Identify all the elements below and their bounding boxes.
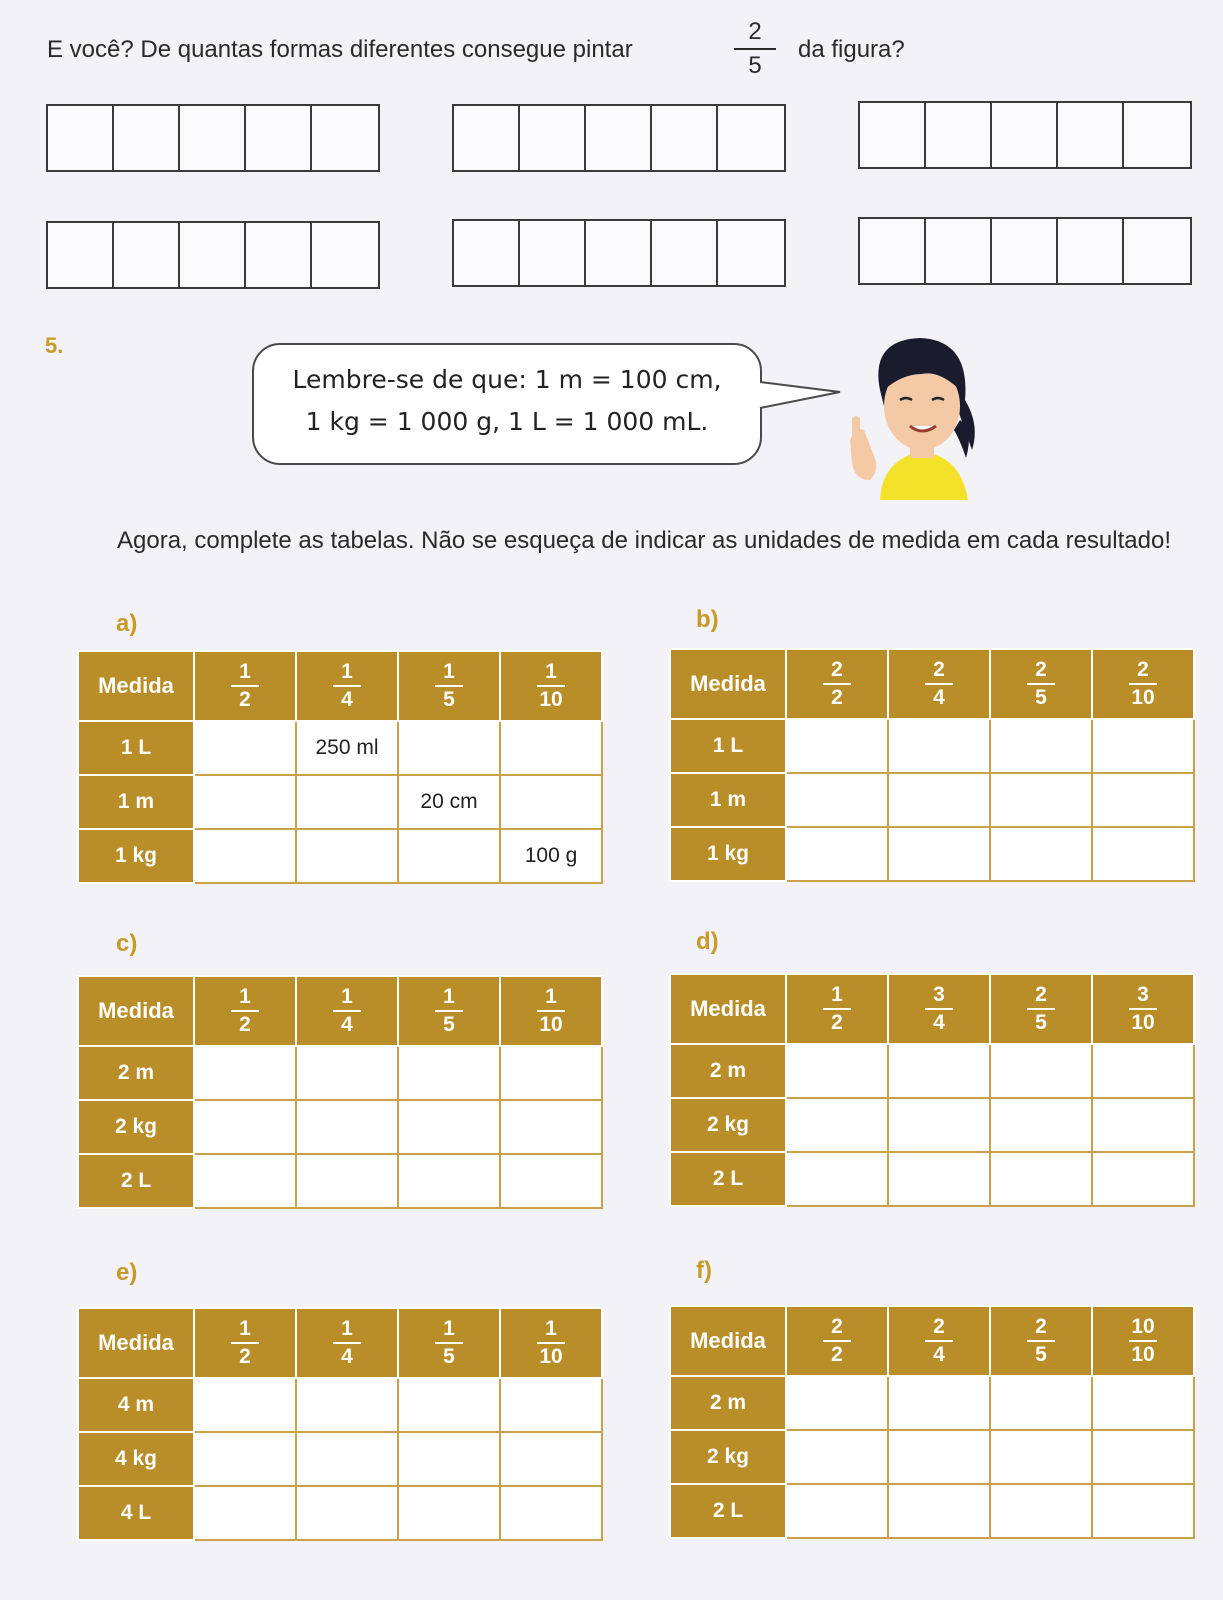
answer-cell[interactable] <box>296 1486 398 1540</box>
answer-cell[interactable] <box>888 827 990 881</box>
strip-cell[interactable] <box>246 223 312 287</box>
medida-header: Medida <box>670 974 786 1044</box>
answer-cell[interactable] <box>1092 719 1194 773</box>
fraction-denominator: 5 <box>1035 1343 1047 1366</box>
instruction-text: Agora, complete as tabelas. Não se esqueça de indicar as unidades de medida em cada resultado! <box>117 527 1171 554</box>
table-row <box>670 1152 1194 1206</box>
answer-cell[interactable] <box>398 721 500 775</box>
strip-cell[interactable] <box>312 106 378 170</box>
fraction-bar <box>231 685 259 687</box>
fraction-header <box>888 974 990 1044</box>
table-row <box>670 1098 1194 1152</box>
fraction-header <box>888 649 990 719</box>
fraction-bar <box>925 1340 953 1342</box>
fraction-numerator: 2 <box>1137 658 1149 681</box>
fraction-header <box>990 1306 1092 1376</box>
question-suffix: da figura? <box>798 36 905 63</box>
table-row <box>670 827 1194 881</box>
fraction-numerator: 1 <box>545 985 557 1008</box>
row-header: 1 L <box>78 721 194 775</box>
answer-cell[interactable] <box>990 1098 1092 1152</box>
answer-cell[interactable] <box>888 1044 990 1098</box>
fraction-numerator: 1 <box>341 660 353 683</box>
fraction <box>531 660 571 712</box>
answer-cell[interactable] <box>500 1100 602 1154</box>
fraction-denominator: 10 <box>539 1013 563 1036</box>
fraction-denominator: 10 <box>539 1345 563 1368</box>
fraction-denominator: 4 <box>341 688 353 711</box>
girl-illustration-icon <box>840 330 1000 500</box>
fraction-denominator: 2 <box>831 686 843 709</box>
medida-header: Medida <box>78 976 194 1046</box>
fraction-bar <box>333 1342 361 1344</box>
fraction-bar <box>333 685 361 687</box>
fraction-header <box>194 976 296 1046</box>
fraction-denominator: 2 <box>239 688 251 711</box>
fraction-numerator: 2 <box>831 1315 843 1338</box>
fraction-header <box>398 651 500 721</box>
answer-cell[interactable] <box>888 1376 990 1430</box>
fraction-numerator: 3 <box>1137 983 1149 1006</box>
fraction-header <box>398 1308 500 1378</box>
fraction-header <box>500 976 602 1046</box>
table-row <box>78 1154 602 1208</box>
table-row <box>78 775 602 829</box>
fraction-header <box>1092 1306 1194 1376</box>
row-header: 2 L <box>670 1152 786 1206</box>
answer-cell[interactable] <box>786 1484 888 1538</box>
speech-bubble <box>252 343 762 465</box>
answer-cell[interactable] <box>500 775 602 829</box>
strip-cell[interactable] <box>926 103 992 167</box>
strip-cell[interactable] <box>48 106 114 170</box>
fraction-numerator: 1 <box>545 660 557 683</box>
fraction-strip[interactable] <box>858 217 1192 285</box>
fraction-denominator: 5 <box>1035 686 1047 709</box>
measure-table-f <box>669 1305 1195 1539</box>
answer-cell[interactable] <box>398 1046 500 1100</box>
answer-cell[interactable] <box>194 1046 296 1100</box>
strip-cell[interactable] <box>992 219 1058 283</box>
strip-cell[interactable] <box>992 103 1058 167</box>
fraction-bar <box>537 685 565 687</box>
fraction-bar <box>231 1342 259 1344</box>
answer-cell[interactable] <box>888 1098 990 1152</box>
strip-cell[interactable] <box>454 106 520 170</box>
row-header: 2 m <box>670 1376 786 1430</box>
fraction-header <box>1092 974 1194 1044</box>
medida-header: Medida <box>78 1308 194 1378</box>
fraction <box>327 660 367 712</box>
answer-cell[interactable] <box>296 1432 398 1486</box>
strip-cell[interactable] <box>926 219 992 283</box>
answer-cell[interactable] <box>500 1154 602 1208</box>
answer-cell[interactable] <box>786 1430 888 1484</box>
table-row <box>78 1046 602 1100</box>
table-f-label: f) <box>696 1257 712 1284</box>
answer-cell[interactable] <box>786 719 888 773</box>
fraction <box>429 1317 469 1369</box>
table-row <box>670 1376 1194 1430</box>
measure-table-d <box>669 973 1195 1207</box>
strip-cell[interactable] <box>114 223 180 287</box>
fraction-numerator: 1 <box>443 660 455 683</box>
fraction-denominator: 10 <box>1131 1343 1155 1366</box>
fraction-bar <box>537 1010 565 1012</box>
table-row <box>78 721 602 775</box>
answer-cell[interactable] <box>990 719 1092 773</box>
answer-cell[interactable] <box>990 1376 1092 1430</box>
fraction <box>919 658 959 710</box>
answer-cell[interactable] <box>786 773 888 827</box>
answer-cell[interactable] <box>500 1486 602 1540</box>
answer-cell[interactable] <box>990 827 1092 881</box>
bubble-tail-icon <box>758 378 848 418</box>
answer-cell[interactable] <box>786 1376 888 1430</box>
answer-cell[interactable] <box>296 1378 398 1432</box>
row-header: 1 L <box>670 719 786 773</box>
answer-cell[interactable] <box>786 827 888 881</box>
fraction-header <box>500 1308 602 1378</box>
fraction <box>919 1315 959 1367</box>
fraction-numerator: 1 <box>239 1317 251 1340</box>
fraction <box>531 985 571 1037</box>
fraction <box>429 660 469 712</box>
strip-cell[interactable] <box>586 221 652 285</box>
fraction-bar <box>823 1340 851 1342</box>
answer-cell[interactable] <box>194 721 296 775</box>
fraction-denominator: 10 <box>539 688 563 711</box>
strip-cell[interactable] <box>652 221 718 285</box>
answer-cell[interactable] <box>1092 1098 1194 1152</box>
answer-cell[interactable] <box>1092 827 1194 881</box>
strip-cell[interactable] <box>454 221 520 285</box>
bubble-line-1: Lembre-se de que: 1 m = 100 cm, <box>292 365 722 394</box>
strip-cell[interactable] <box>1124 219 1190 283</box>
fraction-bar <box>1129 1008 1157 1010</box>
fraction-bar <box>1129 1340 1157 1342</box>
fraction-bar <box>1027 683 1055 685</box>
fraction <box>1021 1315 1061 1367</box>
fraction-numerator: 1 <box>239 660 251 683</box>
row-header: 4 m <box>78 1378 194 1432</box>
answer-cell[interactable]: 20 cm <box>398 775 500 829</box>
table-row <box>670 1430 1194 1484</box>
fraction <box>531 1317 571 1369</box>
fraction-strip[interactable] <box>46 104 380 172</box>
fraction-denominator: 5 <box>443 1345 455 1368</box>
row-header: 4 kg <box>78 1432 194 1486</box>
strip-cell[interactable] <box>520 106 586 170</box>
fraction-denominator: 4 <box>933 1011 945 1034</box>
fraction-header <box>194 1308 296 1378</box>
answer-cell[interactable]: 250 ml <box>296 721 398 775</box>
table-row <box>78 1100 602 1154</box>
row-header: 1 m <box>78 775 194 829</box>
answer-cell[interactable] <box>398 1100 500 1154</box>
fraction <box>817 658 857 710</box>
strip-cell[interactable] <box>1058 219 1124 283</box>
fraction-header <box>786 1306 888 1376</box>
strip-cell[interactable] <box>718 106 784 170</box>
table-row <box>670 1484 1194 1538</box>
fraction-numerator: 1 <box>341 1317 353 1340</box>
fraction <box>429 985 469 1037</box>
strip-cell[interactable] <box>180 223 246 287</box>
answer-cell[interactable] <box>1092 1376 1194 1430</box>
row-header: 4 L <box>78 1486 194 1540</box>
fraction-bar <box>925 683 953 685</box>
row-header: 2 kg <box>78 1100 194 1154</box>
medida-header: Medida <box>670 649 786 719</box>
answer-cell[interactable] <box>398 829 500 883</box>
fraction-header <box>296 651 398 721</box>
fraction-denominator: 4 <box>933 686 945 709</box>
measure-table-e <box>77 1307 603 1541</box>
row-header: 1 kg <box>670 827 786 881</box>
answer-cell[interactable] <box>194 1486 296 1540</box>
answer-cell[interactable] <box>194 1154 296 1208</box>
fraction-denominator: 4 <box>341 1345 353 1368</box>
fraction <box>919 983 959 1035</box>
answer-cell[interactable] <box>194 1100 296 1154</box>
answer-cell[interactable] <box>786 1098 888 1152</box>
fraction <box>327 1317 367 1369</box>
answer-cell[interactable] <box>398 1432 500 1486</box>
table-row <box>670 719 1194 773</box>
fraction <box>1123 983 1163 1035</box>
fraction-denominator: 2 <box>239 1013 251 1036</box>
strip-cell[interactable] <box>860 103 926 167</box>
table-c-label: c) <box>116 930 138 957</box>
strip-cell[interactable] <box>520 221 586 285</box>
measure-table-c <box>77 975 603 1209</box>
answer-cell[interactable] <box>500 721 602 775</box>
table-row <box>78 1486 602 1540</box>
answer-cell[interactable] <box>888 1152 990 1206</box>
table-row <box>78 1432 602 1486</box>
medida-header: Medida <box>670 1306 786 1376</box>
answer-cell[interactable] <box>888 1430 990 1484</box>
fraction-header <box>296 1308 398 1378</box>
strip-cell[interactable] <box>586 106 652 170</box>
fraction-header <box>786 649 888 719</box>
row-header: 2 L <box>78 1154 194 1208</box>
exercise-number: 5. <box>45 333 64 358</box>
strip-cell[interactable] <box>1124 103 1190 167</box>
answer-cell[interactable] <box>1092 1044 1194 1098</box>
strip-cell[interactable] <box>114 106 180 170</box>
answer-cell[interactable] <box>194 829 296 883</box>
fraction-bar <box>537 1342 565 1344</box>
answer-cell[interactable] <box>990 1484 1092 1538</box>
fraction-denominator: 10 <box>1131 686 1155 709</box>
fraction-numerator: 2 <box>933 1315 945 1338</box>
row-header: 2 L <box>670 1484 786 1538</box>
measure-table-a <box>77 650 603 884</box>
fraction-denominator: 5 <box>748 52 762 79</box>
answer-cell[interactable] <box>194 1378 296 1432</box>
answer-cell[interactable] <box>296 1100 398 1154</box>
answer-cell[interactable] <box>296 775 398 829</box>
answer-cell[interactable] <box>296 1154 398 1208</box>
fraction-numerator: 1 <box>443 1317 455 1340</box>
fraction-numerator: 10 <box>1131 1315 1155 1338</box>
answer-cell[interactable] <box>888 773 990 827</box>
fraction <box>1123 1315 1163 1367</box>
table-d-label: d) <box>696 928 719 955</box>
table-row <box>670 1044 1194 1098</box>
strip-cell[interactable] <box>180 106 246 170</box>
bubble-line-2: 1 kg = 1 000 g, 1 L = 1 000 mL. <box>305 407 709 436</box>
answer-cell[interactable] <box>1092 1484 1194 1538</box>
answer-cell[interactable] <box>398 1486 500 1540</box>
answer-cell[interactable] <box>786 1044 888 1098</box>
row-header: 2 kg <box>670 1098 786 1152</box>
answer-cell[interactable] <box>296 829 398 883</box>
fraction-denominator: 4 <box>341 1013 353 1036</box>
fraction-numerator: 2 <box>933 658 945 681</box>
instruction-paragraph <box>47 522 1197 560</box>
fraction <box>1123 658 1163 710</box>
table-row <box>78 1378 602 1432</box>
fraction-numerator: 1 <box>239 985 251 1008</box>
answer-cell[interactable] <box>990 1152 1092 1206</box>
fraction <box>817 983 857 1035</box>
fraction-header <box>990 649 1092 719</box>
strip-cell[interactable] <box>718 221 784 285</box>
fraction <box>817 1315 857 1367</box>
question-fraction <box>734 18 776 80</box>
fraction-bar <box>734 48 776 50</box>
answer-cell[interactable] <box>888 719 990 773</box>
fraction-header <box>398 976 500 1046</box>
answer-cell[interactable] <box>398 1154 500 1208</box>
answer-cell[interactable] <box>296 1046 398 1100</box>
fraction-denominator: 5 <box>443 688 455 711</box>
question-text: E você? De quantas formas diferentes consegue pintar <box>47 36 633 63</box>
fraction-strip[interactable] <box>452 104 786 172</box>
fraction-strip[interactable] <box>858 101 1192 169</box>
medida-header: Medida <box>78 651 194 721</box>
answer-cell[interactable] <box>1092 1430 1194 1484</box>
fraction-header <box>500 651 602 721</box>
fraction <box>1021 983 1061 1035</box>
fraction-numerator: 1 <box>443 985 455 1008</box>
fraction <box>225 660 265 712</box>
strip-cell[interactable] <box>48 223 114 287</box>
fraction-denominator: 5 <box>1035 1011 1047 1034</box>
fraction <box>225 1317 265 1369</box>
fraction-header <box>194 651 296 721</box>
fraction-bar <box>231 1010 259 1012</box>
answer-cell[interactable] <box>990 1430 1092 1484</box>
fraction-header <box>888 1306 990 1376</box>
strip-cell[interactable] <box>860 219 926 283</box>
answer-cell[interactable] <box>786 1152 888 1206</box>
fraction <box>225 985 265 1037</box>
fraction-bar <box>435 1010 463 1012</box>
fraction-header <box>786 974 888 1044</box>
table-row <box>78 829 602 883</box>
fraction-denominator: 4 <box>933 1343 945 1366</box>
strip-cell[interactable] <box>246 106 312 170</box>
row-header: 2 m <box>670 1044 786 1098</box>
fraction-bar <box>823 1008 851 1010</box>
fraction-bar <box>435 685 463 687</box>
fraction-strip[interactable] <box>46 221 380 289</box>
strip-cell[interactable] <box>312 223 378 287</box>
fraction-numerator: 2 <box>1035 1315 1047 1338</box>
fraction-numerator: 1 <box>545 1317 557 1340</box>
fraction-bar <box>1129 683 1157 685</box>
answer-cell[interactable] <box>194 775 296 829</box>
fraction-numerator: 1 <box>341 985 353 1008</box>
row-header: 1 m <box>670 773 786 827</box>
fraction-numerator: 3 <box>933 983 945 1006</box>
fraction-denominator: 2 <box>239 1345 251 1368</box>
table-row <box>670 773 1194 827</box>
table-a-label: a) <box>116 610 138 637</box>
strip-cell[interactable] <box>1058 103 1124 167</box>
row-header: 2 kg <box>670 1430 786 1484</box>
answer-cell[interactable]: 100 g <box>500 829 602 883</box>
fraction-numerator: 2 <box>1035 983 1047 1006</box>
answer-cell[interactable] <box>194 1432 296 1486</box>
fraction-bar <box>1027 1008 1055 1010</box>
measure-table-b <box>669 648 1195 882</box>
fraction-denominator: 10 <box>1131 1011 1155 1034</box>
answer-cell[interactable] <box>1092 773 1194 827</box>
answer-cell[interactable] <box>888 1484 990 1538</box>
fraction-header <box>296 976 398 1046</box>
fraction <box>327 985 367 1037</box>
fraction-bar <box>1027 1340 1055 1342</box>
fraction-numerator: 1 <box>831 983 843 1006</box>
answer-cell[interactable] <box>990 1044 1092 1098</box>
answer-cell[interactable] <box>500 1046 602 1100</box>
answer-cell[interactable] <box>398 1378 500 1432</box>
strip-cell[interactable] <box>652 106 718 170</box>
row-header: 2 m <box>78 1046 194 1100</box>
answer-cell[interactable] <box>500 1378 602 1432</box>
fraction-bar <box>435 1342 463 1344</box>
answer-cell[interactable] <box>500 1432 602 1486</box>
table-e-label: e) <box>116 1259 138 1286</box>
fraction-bar <box>925 1008 953 1010</box>
fraction-denominator: 2 <box>831 1011 843 1034</box>
fraction-strip[interactable] <box>452 219 786 287</box>
fraction-bar <box>333 1010 361 1012</box>
fraction-header <box>1092 649 1194 719</box>
fraction-denominator: 5 <box>443 1013 455 1036</box>
answer-cell[interactable] <box>1092 1152 1194 1206</box>
fraction-header <box>990 974 1092 1044</box>
fraction-bar <box>823 683 851 685</box>
fraction-numerator: 2 <box>748 18 762 45</box>
answer-cell[interactable] <box>990 773 1092 827</box>
fraction <box>1021 658 1061 710</box>
table-b-label: b) <box>696 606 719 633</box>
row-header: 1 kg <box>78 829 194 883</box>
fraction-numerator: 2 <box>831 658 843 681</box>
fraction-denominator: 2 <box>831 1343 843 1366</box>
fraction-numerator: 2 <box>1035 658 1047 681</box>
